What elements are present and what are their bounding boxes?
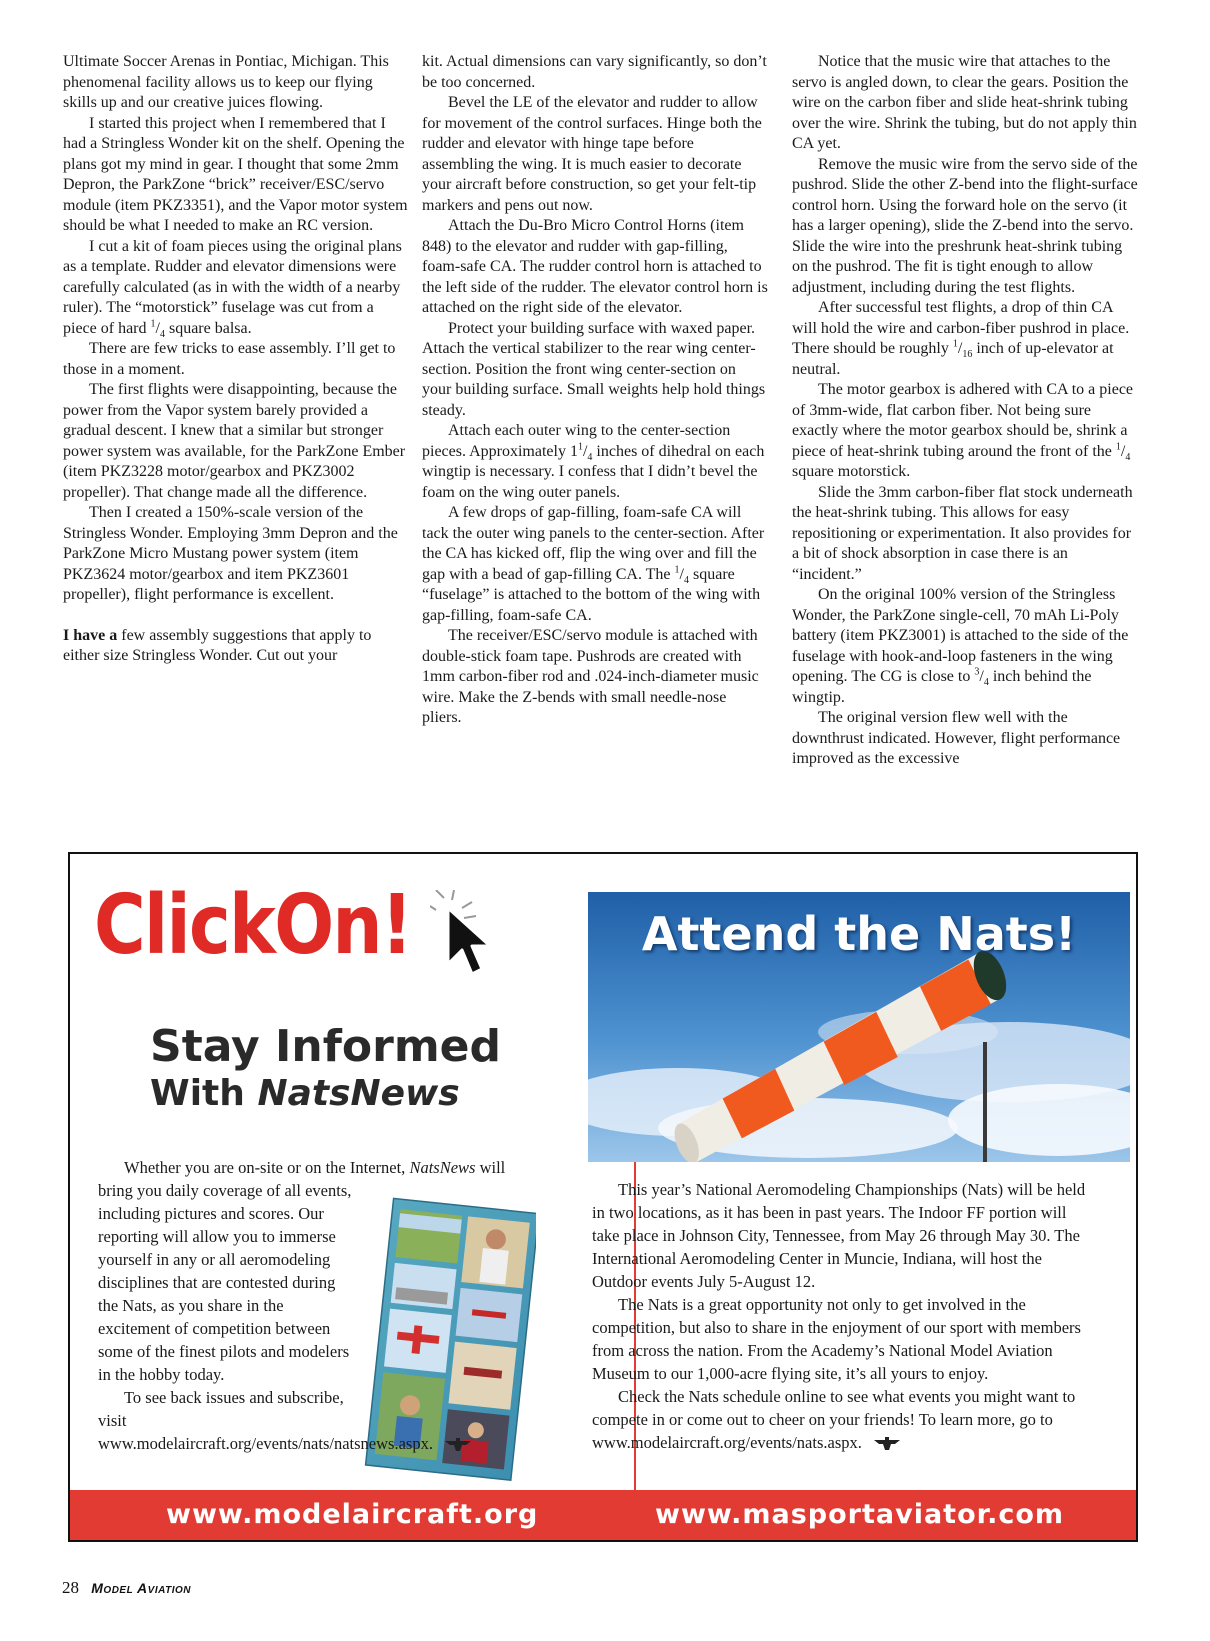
article-column-1 bbox=[63, 52, 409, 667]
paragraph: There are few tricks to ease assembly. I’ll get to those in a moment. bbox=[63, 340, 396, 378]
paragraph: Check the Nats schedule online to see what events you might want to compete in or come out to cheer on your friends! To learn more, go to www.modelaircraft.org/events/nats.aspx. bbox=[592, 1387, 1076, 1452]
paragraph: I cut a kit of foam pieces using the original plans as a template. Rudder and elevator dimensions were carefully calculated (as in with the width of a nearby ruler). The “motorstick” fuselage was cut from a piece of hard $^1/_4$ square balsa. bbox=[63, 237, 402, 340]
paragraph: After successful test flights, a drop of thin CA will hold the wire and carbon-fiber pushrod in place. There should be roughly $^1/_{16}$ inch of up-elevator at neutral. bbox=[792, 299, 1130, 378]
paragraph: Slide the 3mm carbon-fiber flat stock underneath the heat-shrink tubing. This allows for easy repositioning or experimentation. It also provides for a bit of shock absorption in case there is an “incident.” bbox=[792, 483, 1133, 583]
paragraph: To see back issues and subscribe, visit bbox=[98, 1388, 344, 1430]
attend-nats-body bbox=[592, 1178, 1092, 1454]
paragraph: kit. Actual dimensions can vary significantly, so don’t be too concerned. bbox=[422, 53, 767, 91]
paragraph: I have a few assembly suggestions that apply to either size Stringless Wonder. Cut out your bbox=[63, 626, 372, 664]
paragraph: Whether you are on-site or on the Internet, NatsNews will bring you daily coverage of all events, including pictures and scores. Our reporting will allow you to immerse yourself in any or all aeromodeling disciplines that are contested during the Nats, as you share in the excitement of competition between some of the finest pilots and modelers in the hobby today. bbox=[98, 1156, 536, 1386]
masportaviator-link[interactable]: www.masportaviator.com bbox=[655, 1499, 1065, 1530]
clickon-logo-text: ClickOn! bbox=[94, 878, 412, 973]
paragraph: The original version flew well with the downthrust indicated. However, flight performance improved as the excessive bbox=[792, 709, 1121, 767]
natsnews-name: NatsNews bbox=[257, 1073, 460, 1114]
paragraph: Attach the Du-Bro Micro Control Horns (item 848) to the elevator and rudder with gap-filling, foam-safe CA. The rudder control horn is attached to the left side of the rudder. The elevator control horn is attached on the right side of the elevator. bbox=[422, 217, 768, 316]
paragraph: The receiver/ESC/servo module is attached with double-stick foam tape. Pushrods are created with 1mm carbon-fiber rod and .024-inch-diameter music wire. Make the Z-bends with small needle-nose pliers. bbox=[422, 627, 759, 726]
modelaircraft-link[interactable]: www.modelaircraft.org bbox=[166, 1499, 539, 1530]
clickon-logo bbox=[94, 876, 463, 976]
natsnews-heading bbox=[150, 1022, 550, 1116]
page-number: 28 bbox=[62, 1578, 79, 1597]
paragraph: On the original 100% version of the Stringless Wonder, the ParkZone single-cell, 70 mAh Li-Poly battery (item PKZ3001) is attached to the side of the fuselage with hook-and-loop fasteners in the wing opening. The CG is close to $^3/_4$ inch behind the wingtip. bbox=[792, 586, 1129, 706]
paragraph: Then I created a 150%-scale version of the Stringless Wonder. Employing 3mm Depron and the ParkZone Micro Mustang power system (item PKZ3624 motor/gearbox and item PKZ3601 propeller), flight performance is excellent. bbox=[63, 504, 398, 603]
paragraph: A few drops of gap-filling, foam-safe CA will tack the outer wing panels to the center-section. After the CA has kicked off, flip the wing over and fill the gap with a bead of gap-filling CA. The $^1/_4$ square “fuselage” is attached to the bottom of the wing with gap-filling, foam-safe CA. bbox=[422, 504, 765, 624]
heading-line-1: Stay Informed bbox=[150, 1021, 502, 1072]
attend-nats-photo bbox=[588, 892, 1130, 1162]
page-footer bbox=[62, 1578, 191, 1598]
heading-line-2: With NatsNews bbox=[150, 1073, 460, 1114]
paragraph: Attach each outer wing to the center-section pieces. Approximately $1^1/_4$ inches of dihedral on each wingtip is necessary. I confess that I didn’t bevel the foam on the wing outer panels. bbox=[422, 422, 765, 501]
paragraph: The Nats is a great opportunity not only to get involved in the competition, but also to share in the enjoyment of our sport with members from across the nation. From the Academy’s National Model Aviation Museum to our 1,000-acre flying site, it’s all yours to enjoy. bbox=[592, 1295, 1081, 1383]
paragraph: Ultimate Soccer Arenas in Pontiac, Michigan. This phenomenal facility allows us to keep our flying skills up and our creative juices flowing. bbox=[63, 53, 389, 111]
paragraph: Bevel the LE of the elevator and rudder to allow for movement of the control surfaces. Hinge both the rudder and elevator with hinge tape before assembling the wing. It is much easier to decorate your aircraft before construction, so get your felt-tip markers and pens out now. bbox=[422, 94, 762, 214]
natsnews-url-line bbox=[98, 1432, 536, 1455]
paragraph: Notice that the music wire that attaches to the servo is angled down, to clear the gears. Position the wire on the carbon fiber and slide heat-shrink tubing over the wire. Shrink the tubing, but do not apply thin CA yet. bbox=[792, 53, 1137, 152]
article-column-3 bbox=[792, 52, 1138, 770]
paragraph: This year’s National Aeromodeling Championships (Nats) will be held in two locations, as it has been in past years. The Indoor FF portion will take place in Johnson City, Tennessee, from May 26 through May 30. The International Aeromodeling Center in Muncie, Indiana, will host the Outdoor events July 5-August 12. bbox=[592, 1180, 1086, 1291]
natsnews-body bbox=[98, 1156, 536, 1491]
magazine-name: Model Aviation bbox=[91, 1580, 191, 1596]
paragraph: The first flights were disappointing, because the power from the Vapor system barely provided a gradual descent. I knew that a similar but stronger power system was available, for the ParkZone Ember (item PKZ3228 motor/gearbox and PKZ3002 propeller). That change made all the difference. bbox=[63, 381, 406, 501]
natsnews-link[interactable]: www.modelaircraft.org/events/nats/natsnews.aspx. bbox=[98, 1434, 433, 1453]
paragraph: Remove the music wire from the servo side of the pushrod. Slide the other Z-bend into the flight-surface control horn. Using the forward hole on the servo (it has a larger opening), slide the Z-bend into the servo. Slide the wire into the preshrunk heat-shrink tubing on the pushrod. The fit is tight enough to allow adjustment, including during the test flights. bbox=[792, 155, 1138, 296]
ama-logo-icon bbox=[445, 1438, 471, 1452]
paragraph: Protect your building surface with waxed paper. Attach the vertical stabilizer to the rear wing center-section. Position the front wing center-section on your building surface. Small weights help hold things steady. bbox=[422, 319, 766, 419]
ama-logo-icon bbox=[874, 1437, 900, 1451]
article-column-2 bbox=[422, 52, 768, 729]
ad-footer-bar bbox=[70, 1490, 1136, 1540]
paragraph: I started this project when I remembered that I had a Stringless Wonder kit on the shelf. Opening the plans got my mind in gear. I thought that some 2mm Depron, the ParkZone “brick” receiver/ESC/servo module (item PKZ3351), and the Vapor motor system should be what I needed to make an RC version. bbox=[63, 114, 408, 234]
attend-nats-title: Attend the Nats! bbox=[641, 907, 1077, 961]
cursor-arrow-icon bbox=[430, 890, 510, 986]
advertisement-box bbox=[68, 852, 1138, 1542]
paragraph: The motor gearbox is adhered with CA to a piece of 3mm-wide, flat carbon fiber. Not being sure exactly where the motor gearbox should be, shrink a piece of heat-shrink tubing around the front of the $^1/_4$ square motorstick. bbox=[792, 381, 1134, 480]
